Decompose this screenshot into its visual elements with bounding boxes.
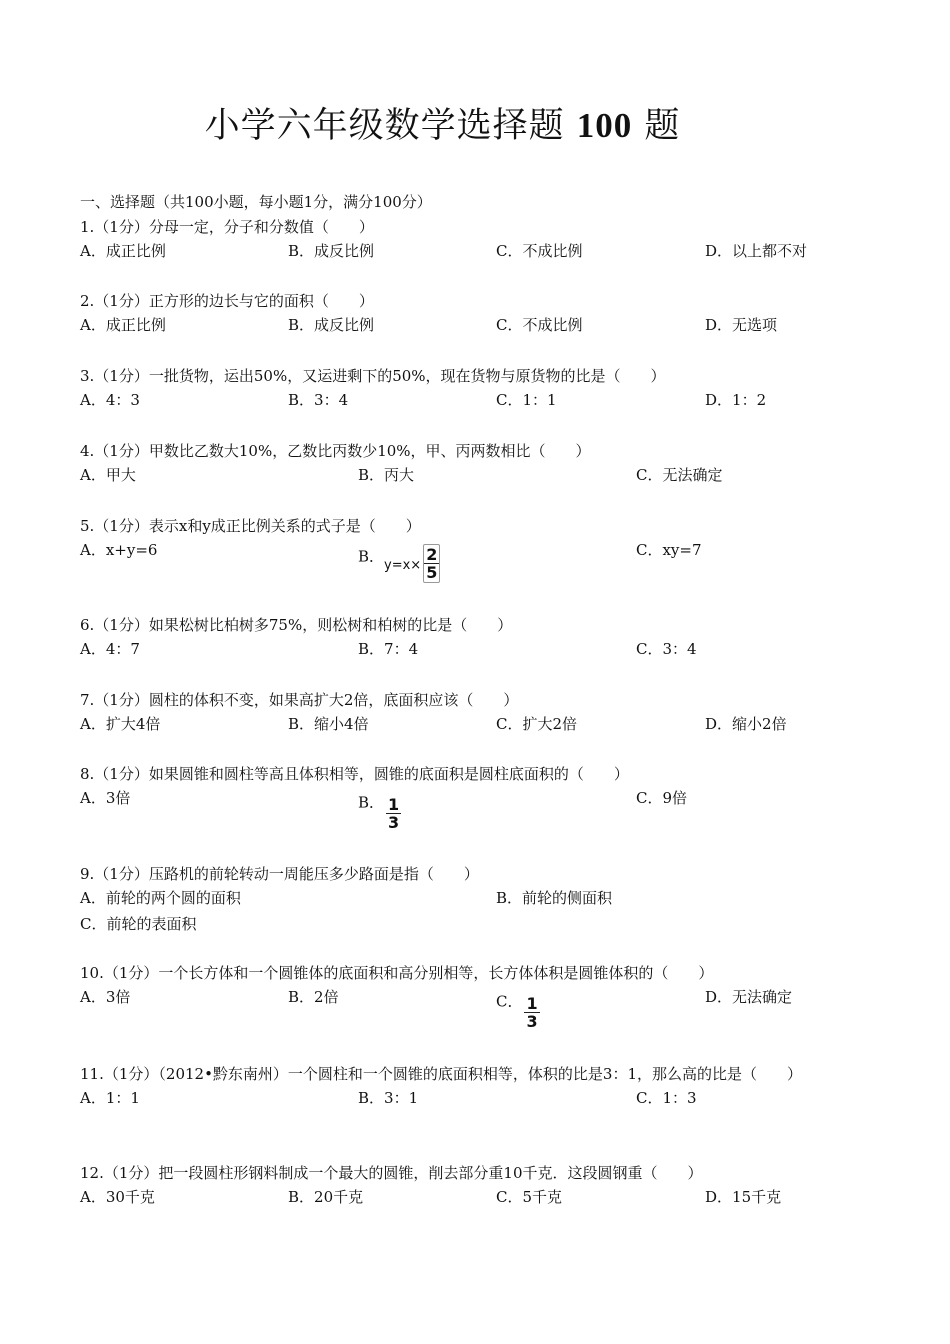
fraction	[524, 995, 539, 1030]
question-stem: 3.（1分）一批货物，运出50%，又运进剩下的50%，现在货物与原货物的比是（ ）	[80, 367, 666, 385]
option-a[interactable]: A．30千克	[80, 1188, 155, 1206]
option-b[interactable]: B．前轮的侧面积	[496, 889, 613, 907]
option-d[interactable]: D．1：2	[705, 391, 767, 409]
question-stem: 4.（1分）甲数比乙数大10%，乙数比丙数少10%，甲、丙两数相比（ ）	[80, 442, 591, 460]
option-c[interactable]: C．不成比例	[496, 242, 583, 260]
title-number: 100	[576, 106, 633, 145]
question-10	[80, 961, 870, 1031]
options-row	[80, 538, 870, 582]
option-b[interactable]: B．2倍	[288, 988, 339, 1006]
options-row	[80, 985, 870, 1031]
fraction	[386, 796, 401, 831]
option-c[interactable]: C．xy=7	[636, 541, 702, 559]
fraction-denominator: 3	[526, 1012, 538, 1031]
options-row	[80, 712, 870, 738]
fraction-denominator: 5	[426, 563, 438, 582]
fraction	[423, 544, 440, 583]
question-stem: 6.（1分）如果松树比柏树多75%，则松树和柏树的比是（ ）	[80, 616, 513, 634]
question-12	[80, 1161, 870, 1211]
options-row	[80, 313, 870, 339]
option-d[interactable]: D．无选项	[705, 316, 778, 334]
option-b[interactable]	[358, 538, 440, 582]
fraction-numerator: 1	[526, 994, 538, 1013]
options-row	[80, 1185, 870, 1211]
option-a[interactable]: A．前轮的两个圆的面积	[80, 889, 241, 907]
question-6	[80, 613, 870, 663]
fraction-numerator: 1	[388, 795, 400, 814]
option-d[interactable]: D．缩小2倍	[705, 715, 787, 733]
option-b-label: B．	[358, 547, 385, 566]
option-b[interactable]: B．丙大	[358, 466, 415, 484]
option-a[interactable]: A．3倍	[80, 988, 131, 1006]
title-end: 题	[644, 106, 681, 146]
options-row	[80, 239, 870, 265]
question-8	[80, 762, 870, 832]
option-c[interactable]	[496, 985, 540, 1031]
option-c[interactable]: C．5千克	[496, 1188, 563, 1206]
option-c[interactable]: C．1：3	[636, 1089, 697, 1107]
option-c[interactable]: C．前轮的表面积	[80, 915, 197, 933]
options-row	[80, 388, 870, 414]
fraction-denominator: 3	[388, 813, 400, 832]
question-3	[80, 364, 870, 414]
option-b[interactable]: B．7：4	[358, 640, 419, 658]
question-stem: 5.（1分）表示x和y成正比例关系的式子是（ ）	[80, 517, 421, 535]
option-b[interactable]: B．成反比例	[288, 242, 375, 260]
option-c[interactable]: C．9倍	[636, 789, 688, 807]
question-5	[80, 514, 870, 582]
question-stem: 12.（1分）把一段圆柱形钢料制成一个最大的圆锥，削去部分重10千克．这段圆钢重（ ）	[80, 1164, 703, 1182]
option-a[interactable]: A．4：3	[80, 391, 140, 409]
options-row	[80, 1086, 870, 1112]
question-11	[80, 1062, 870, 1112]
option-c[interactable]: C．3：4	[636, 640, 697, 658]
fraction-numerator: 2	[426, 545, 438, 564]
question-stem: 8.（1分）如果圆锥和圆柱等高且体积相等，圆锥的底面积是圆柱底面积的（ ）	[80, 765, 629, 783]
options-row	[80, 463, 870, 489]
option-c[interactable]: C．1：1	[496, 391, 557, 409]
option-c[interactable]: C．不成比例	[496, 316, 583, 334]
question-stem: 9.（1分）压路机的前轮转动一周能压多少路面是指（ ）	[80, 865, 479, 883]
option-a[interactable]: A．3倍	[80, 789, 131, 807]
option-a[interactable]: A．扩大4倍	[80, 715, 161, 733]
option-b[interactable]: B．3：4	[288, 391, 349, 409]
question-stem: 7.（1分）圆柱的体积不变，如果高扩大2倍，底面积应该（ ）	[80, 691, 519, 709]
option-b[interactable]	[358, 786, 401, 832]
option-b[interactable]: B．3：1	[358, 1089, 419, 1107]
title-text: 小学六年级数学选择题	[204, 106, 565, 146]
option-a[interactable]: A．1：1	[80, 1089, 140, 1107]
option-c[interactable]: C．无法确定	[636, 466, 723, 484]
option-d[interactable]: D．以上都不对	[705, 242, 808, 260]
option-a[interactable]: A．成正比例	[80, 242, 166, 260]
option-b[interactable]: B．缩小4倍	[288, 715, 369, 733]
question-1	[80, 215, 870, 265]
expression-text: y=x×	[384, 557, 422, 573]
question-7	[80, 688, 870, 738]
options-row	[80, 912, 870, 938]
question-stem: 10.（1分）一个长方体和一个圆锥体的底面积和高分别相等，长方体体积是圆锥体积的（ ）	[80, 964, 714, 982]
option-d[interactable]: D．无法确定	[705, 988, 793, 1006]
option-a[interactable]: A．成正比例	[80, 316, 166, 334]
option-b-label: B．	[358, 793, 385, 812]
question-4	[80, 439, 870, 489]
option-a[interactable]: A．x+y=6	[80, 541, 158, 559]
option-c-label: C．	[496, 992, 523, 1011]
page-title	[0, 98, 885, 148]
options-row	[80, 637, 870, 663]
option-b[interactable]: B．20千克	[288, 1188, 364, 1206]
options-row	[80, 786, 870, 832]
question-stem: 11.（1分）（2012•黔东南州）一个圆柱和一个圆锥的底面积相等，体积的比是3：1，那么高的比是（ ）	[80, 1065, 803, 1083]
option-a[interactable]: A．甲大	[80, 466, 136, 484]
question-9	[80, 862, 870, 938]
option-a[interactable]: A．4：7	[80, 640, 140, 658]
option-d[interactable]: D．15千克	[705, 1188, 782, 1206]
section-heading: 一、选择题（共100小题，每小题1分，满分100分）	[80, 193, 432, 211]
option-b[interactable]: B．成反比例	[288, 316, 375, 334]
option-c[interactable]: C．扩大2倍	[496, 715, 578, 733]
question-stem: 2.（1分）正方形的边长与它的面积（ ）	[80, 292, 374, 310]
options-row	[80, 886, 870, 912]
question-2	[80, 289, 870, 339]
question-stem: 1.（1分）分母一定，分子和分数值（ ）	[80, 218, 374, 236]
